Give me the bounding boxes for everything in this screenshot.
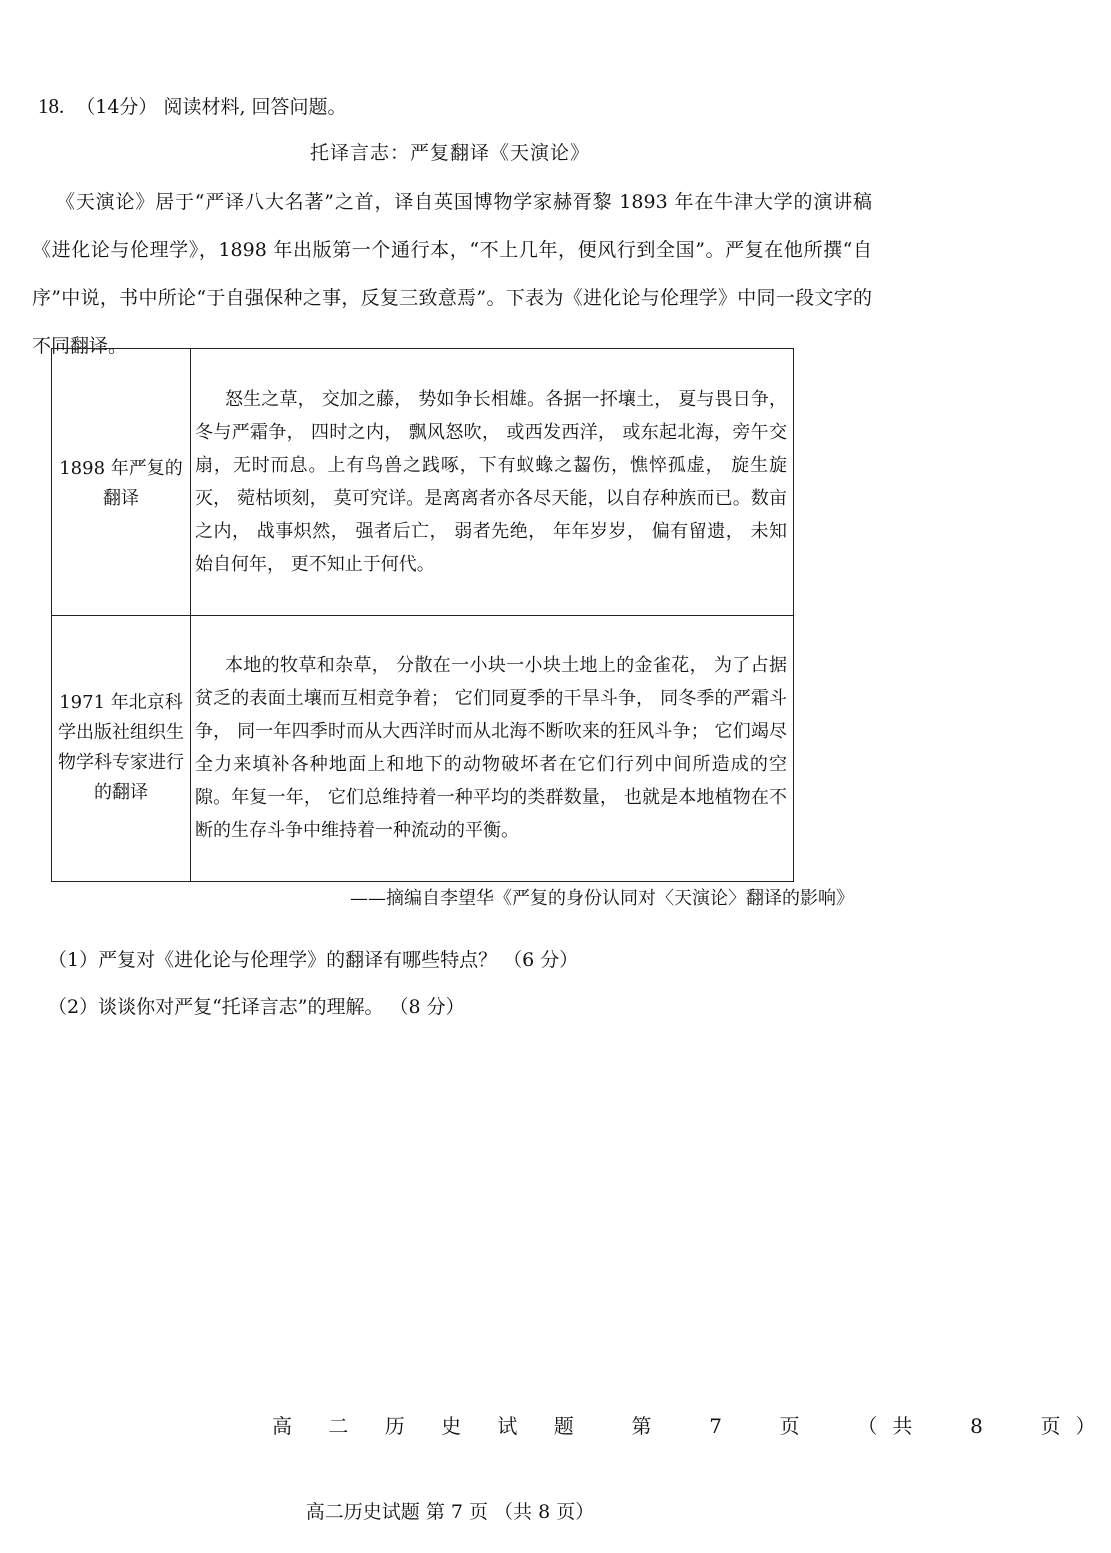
question-heading bbox=[38, 92, 347, 119]
row-text-1971 bbox=[191, 615, 794, 882]
sub-question-2: （2）谈谈你对严复“托译言志”的理解。 （8 分） bbox=[48, 996, 465, 1018]
material-title: 托译言志：严复翻译《天演论》 bbox=[309, 142, 590, 164]
sub-question-1: （1）严复对《进化论与伦理学》的翻译有哪些特点？ （6 分） bbox=[48, 949, 579, 971]
question-prompt: （14分） 阅读材料, 回答问题。 bbox=[76, 96, 347, 118]
table-row bbox=[52, 349, 794, 616]
table-row bbox=[52, 615, 794, 882]
page-footer: 高二历史试题 第 7 页 （共 8 页） bbox=[305, 1501, 595, 1523]
page-footer-spaced: 高 二 历 史 试 题 第 7 页 （共 8 页） bbox=[272, 1414, 1111, 1438]
translation-text-1971: 本地的牧草和杂草， 分散在一小块一小块土地上的金雀花， 为了占据贫乏的表面土壤而互相竞争着； 它们同夏季的干旱斗争， 同冬季的严霜斗争， 同一年四季时而从大西洋时而从北海不断吹来的狂风斗争； 它们竭尽全力来填补各种地面上和地下的动物破坏者在它们行列中间所造成的空隙。年复一年， 它们总维持着一种平均的类群数量， 也就是本地植物在不断的生存斗争中维持着一种流动的平衡。 bbox=[195, 655, 787, 842]
translation-table bbox=[51, 348, 794, 882]
row-label-1898: 1898 年严复的翻译 bbox=[52, 349, 191, 616]
row-label-1971: 1971 年北京科学出版社组织生物学科专家进行的翻译 bbox=[52, 615, 191, 882]
material-intro: 《天演论》居于“严译八大名著”之首，译自英国博物学家赫胥黎 1893 年在牛津大学的演讲稿《进化论与伦理学》，1898 年出版第一个通行本，“不上几年，便风行到全国”。严复在他所撰“自序”中说，书中所论“于自强保种之事，反复三致意焉”。下表为《进化论与伦理学》中同一段文字的不同翻译。 bbox=[32, 191, 872, 357]
row-text-1898 bbox=[191, 349, 794, 616]
source-citation: ——摘编自李望华《严复的身份认同对〈天演论〉翻译的影响》 bbox=[350, 888, 854, 909]
translation-text-1898: 怒生之草， 交加之藤， 势如争长相雄。各据一抔壤土， 夏与畏日争， 冬与严霜争， 四时之内， 飘风怒吹， 或西发西洋， 或东起北海，旁午交扇，无时而息。上有鸟兽之践啄，下有蚁蝝之齧伤，憔悴孤虚， 旋生旋灭， 菀枯顷刻， 莫可究详。是离离者亦各尽天能，以自存种族而已。数亩之内， 战事炽然， 强者后亡， 弱者先绝， 年年岁岁， 偏有留遗， 未知始自何年， 更不知止于何代。 bbox=[195, 388, 787, 575]
question-number: 18. bbox=[38, 94, 65, 118]
